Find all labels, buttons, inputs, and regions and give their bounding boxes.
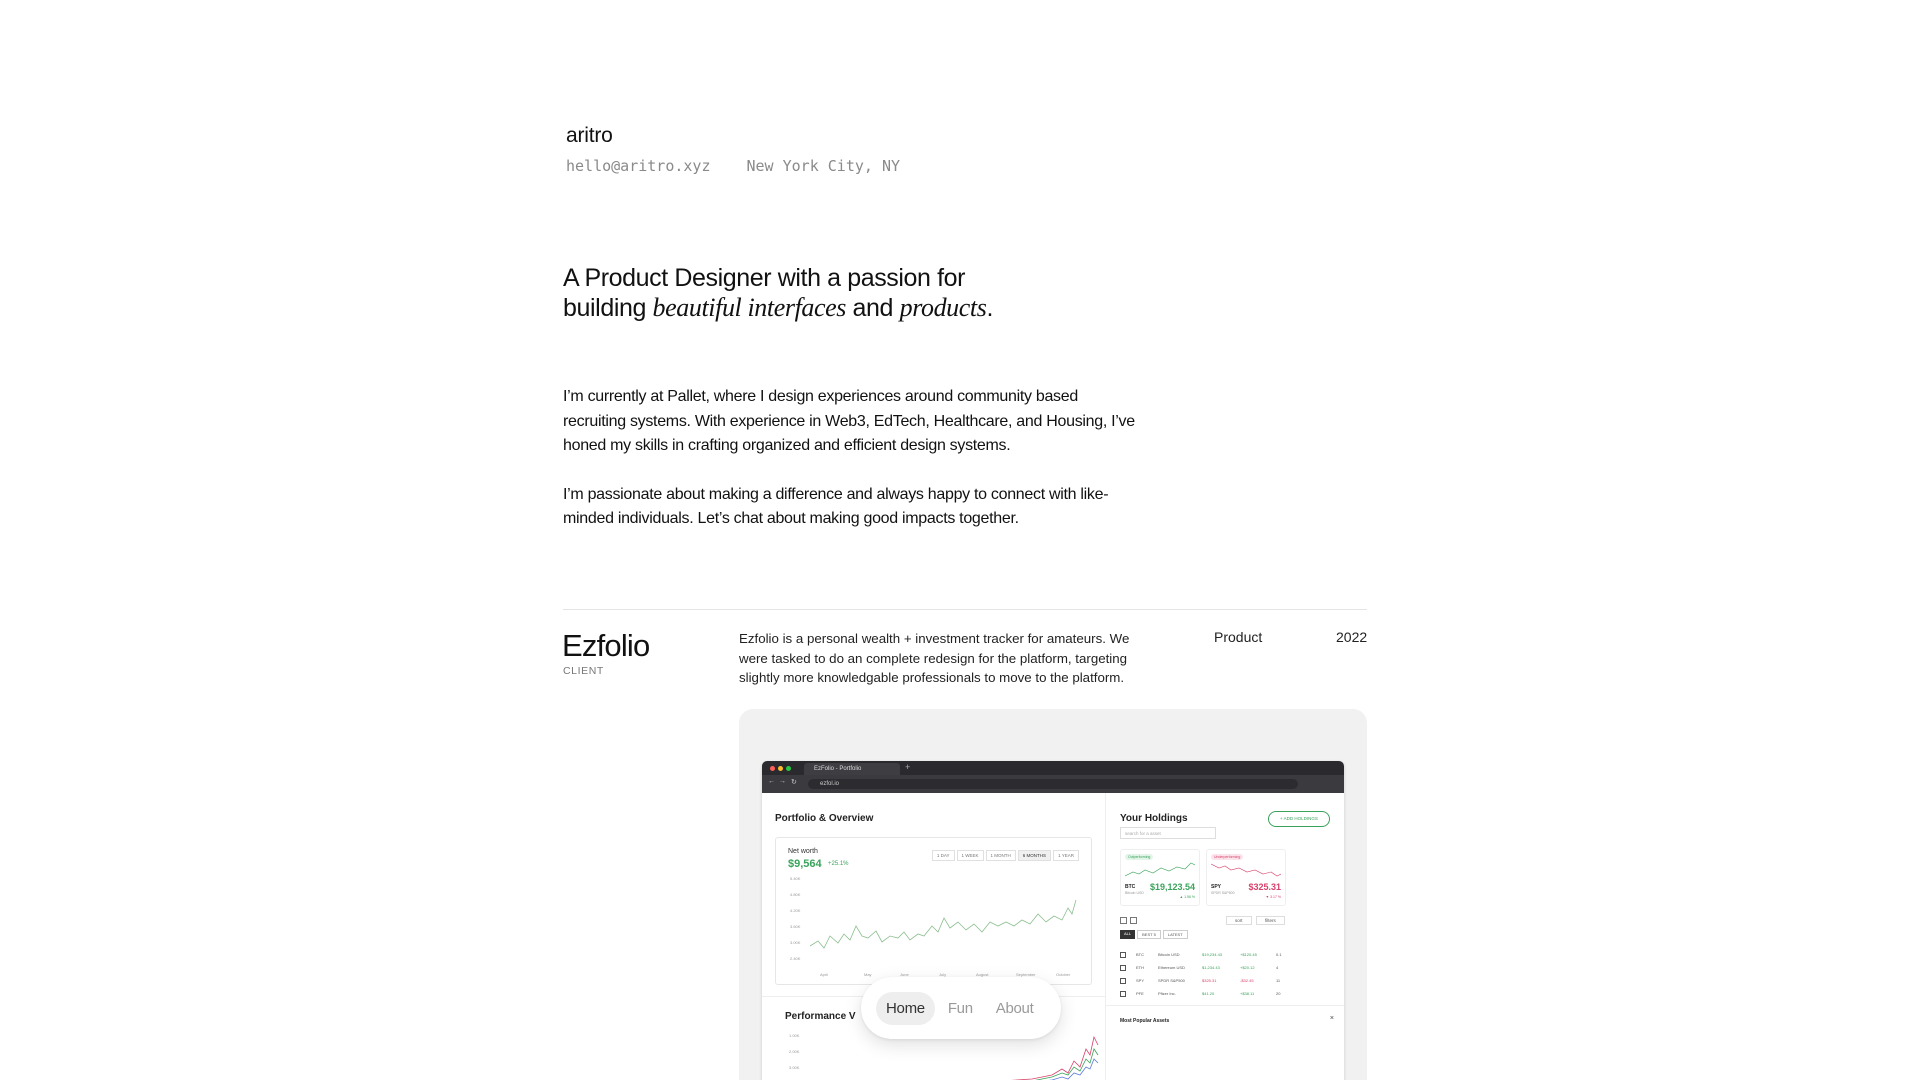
project-category: Product	[1214, 629, 1263, 645]
browser-tabbar	[762, 761, 1344, 775]
list-view-icon	[1120, 917, 1127, 924]
y-tick: 3.60K	[790, 924, 801, 929]
x-tick: October	[1056, 972, 1071, 977]
close-dot-icon	[770, 766, 775, 771]
holding-symbol: BTC	[1125, 884, 1136, 890]
row-qty: 11	[1276, 978, 1281, 983]
filters-control: filters	[1256, 916, 1285, 925]
nav-home[interactable]: Home	[876, 992, 935, 1025]
email-link[interactable]: hello@aritro.xyz	[566, 157, 711, 175]
row-price: $41.20	[1202, 991, 1215, 996]
table-row	[1120, 948, 1336, 961]
net-worth-change: +25.1%	[828, 861, 849, 867]
headline-emphasis-1: beautiful interfaces	[652, 293, 846, 322]
row-symbol: PFE	[1136, 991, 1144, 996]
x-tick: July	[939, 972, 947, 977]
pane-separator	[1106, 1005, 1344, 1006]
headline-line2-pre: building	[563, 294, 653, 322]
headline-emphasis-2: products	[899, 293, 987, 322]
sort-control: sort	[1226, 916, 1252, 925]
net-worth-chart	[775, 837, 1092, 985]
range-1y: 1 YEAR	[1053, 850, 1079, 861]
holding-card-spy	[1206, 849, 1286, 906]
row-qty: 4	[1276, 965, 1279, 970]
perf-y-tick: 3.00K	[789, 1065, 800, 1070]
performance-title: Performance V	[785, 1011, 856, 1022]
row-checkbox	[1120, 991, 1126, 997]
filter-tab-latest: LATEST	[1163, 930, 1188, 939]
bio-paragraph-1: I’m currently at Pallet, where I design experiences around community based recruiting systems. With experience in Web3, EdTech, Healthcare, and Housing, I’ve honed my skills in crafting organized and efficient design systems.	[563, 388, 1135, 454]
headline-line1: A Product Designer with a passion for	[563, 264, 966, 292]
perf-y-tick: 1.00K	[789, 1033, 800, 1038]
holding-name: Bitcoin USD	[1125, 891, 1144, 895]
browser-tab: EzFolio - Portfolio	[804, 763, 900, 775]
profile-header	[566, 124, 900, 175]
row-checkbox	[1120, 978, 1126, 984]
range-6m: 6 MONTHS	[1018, 850, 1051, 861]
row-checkbox	[1120, 952, 1126, 958]
row-name: Bitcoin USD	[1158, 952, 1180, 957]
project-year: 2022	[1336, 629, 1368, 645]
headline-end: .	[986, 294, 993, 322]
grid-view-icon	[1130, 917, 1137, 924]
x-tick: June	[900, 972, 909, 977]
holdings-search: search for a asset	[1120, 827, 1216, 839]
row-price: $325.31	[1202, 978, 1217, 983]
outperforming-chip: Outperforming	[1125, 854, 1153, 860]
table-row	[1120, 987, 1336, 1000]
row-price: $19,234.43	[1202, 952, 1223, 957]
row-symbol: BTC	[1136, 952, 1144, 957]
row-name: Ethereum USD	[1158, 965, 1185, 970]
y-tick: 3.00K	[790, 940, 801, 945]
holding-symbol: SPY	[1211, 884, 1222, 890]
bio-paragraph-2: I’m passionate about making a difference and always happy to connect with like-minded individuals. Let’s chat about making good impacts together.	[563, 485, 1109, 527]
forward-icon: →	[779, 778, 786, 785]
maximize-dot-icon	[786, 766, 791, 771]
holding-change: ▼ 3.17 %	[1265, 895, 1281, 899]
location-text: New York City, NY	[746, 157, 901, 175]
row-change: -$32.45	[1240, 978, 1254, 983]
popular-assets-title: Most Popular Assets	[1120, 1018, 1170, 1024]
project-title[interactable]: Ezfolio	[562, 628, 650, 663]
contact-row	[566, 157, 900, 175]
holding-card-btc	[1120, 849, 1200, 906]
headline-mid: and	[846, 294, 900, 322]
x-tick: April	[820, 972, 829, 977]
nav-fun[interactable]: Fun	[947, 999, 973, 1017]
app-body	[762, 793, 1344, 1080]
holding-name: SPDR S&P500	[1211, 891, 1235, 895]
browser-urlbar	[762, 775, 1344, 793]
headline	[563, 263, 1043, 323]
project-description: Ezfolio is a personal wealth + investment tracker for amateurs. We were tasked to do an complete redesign for the platform, targeting slightly more knowledgable professionals to move to the platform.	[739, 631, 1130, 686]
spy-sparkline	[1211, 860, 1281, 880]
holding-price: $325.31	[1248, 882, 1281, 892]
site-name[interactable]: aritro	[566, 124, 613, 147]
row-change: +$38.11	[1240, 991, 1255, 996]
reload-icon: ↻	[791, 779, 797, 786]
portfolio-title: Portfolio & Overview	[775, 813, 874, 824]
holding-price: $19,123.54	[1149, 882, 1195, 892]
add-holdings-button: + ADD HOLDINGS	[1268, 811, 1330, 827]
row-price: $1,234.43	[1202, 965, 1220, 970]
x-tick: August	[976, 972, 989, 977]
y-tick: 2.40K	[790, 956, 801, 961]
filter-tabs	[1120, 930, 1188, 939]
holdings-title: Your Holdings	[1120, 813, 1188, 824]
floating-nav	[861, 977, 1061, 1039]
row-name: SPDR S&P500	[1158, 978, 1185, 983]
y-tick: 5.40K	[790, 876, 801, 881]
holdings-pane	[1106, 793, 1344, 1080]
row-qty: 20	[1276, 991, 1281, 996]
close-icon: ×	[1329, 1015, 1334, 1022]
table-row	[1120, 974, 1336, 987]
project-label: CLIENT	[563, 665, 604, 677]
range-1w: 1 WEEK	[957, 850, 984, 861]
row-change: +$120.45	[1240, 952, 1257, 957]
x-tick: September	[1016, 972, 1036, 977]
row-name: Pfizer Inc.	[1158, 991, 1176, 996]
browser-url: ezfol.io	[808, 779, 1298, 789]
table-row	[1120, 961, 1336, 974]
row-qty: 0.1	[1276, 952, 1282, 957]
filter-tab-best: BEST 5	[1137, 930, 1161, 939]
underperforming-chip: Underperforming	[1211, 854, 1243, 860]
range-1d: 1 DAY	[932, 850, 955, 861]
filter-tab-all: ALL	[1120, 930, 1135, 939]
holding-change: ▲ 1.56 %	[1179, 895, 1195, 899]
browser-mockup	[762, 761, 1344, 1080]
section-divider	[563, 609, 1367, 610]
btc-sparkline	[1125, 860, 1195, 880]
range-selector	[932, 850, 1079, 861]
y-tick: 4.20K	[790, 908, 801, 913]
perf-y-tick: 2.00K	[789, 1049, 800, 1054]
bio	[563, 385, 1143, 556]
new-tab-icon: +	[905, 762, 911, 772]
back-icon: ←	[768, 778, 775, 785]
row-symbol: ETH	[1136, 965, 1144, 970]
row-change: +$20.12	[1240, 965, 1255, 970]
minimize-dot-icon	[778, 766, 783, 771]
y-tick: 4.80K	[790, 892, 801, 897]
nav-about[interactable]: About	[995, 999, 1034, 1017]
row-checkbox	[1120, 965, 1126, 971]
net-worth-line	[810, 896, 1080, 958]
x-tick: May	[864, 972, 872, 977]
net-worth-value: $9,564	[788, 858, 822, 870]
row-symbol: SPY	[1136, 978, 1145, 983]
net-worth-label: Net worth	[788, 848, 818, 855]
range-1m: 1 MONTH	[986, 850, 1016, 861]
